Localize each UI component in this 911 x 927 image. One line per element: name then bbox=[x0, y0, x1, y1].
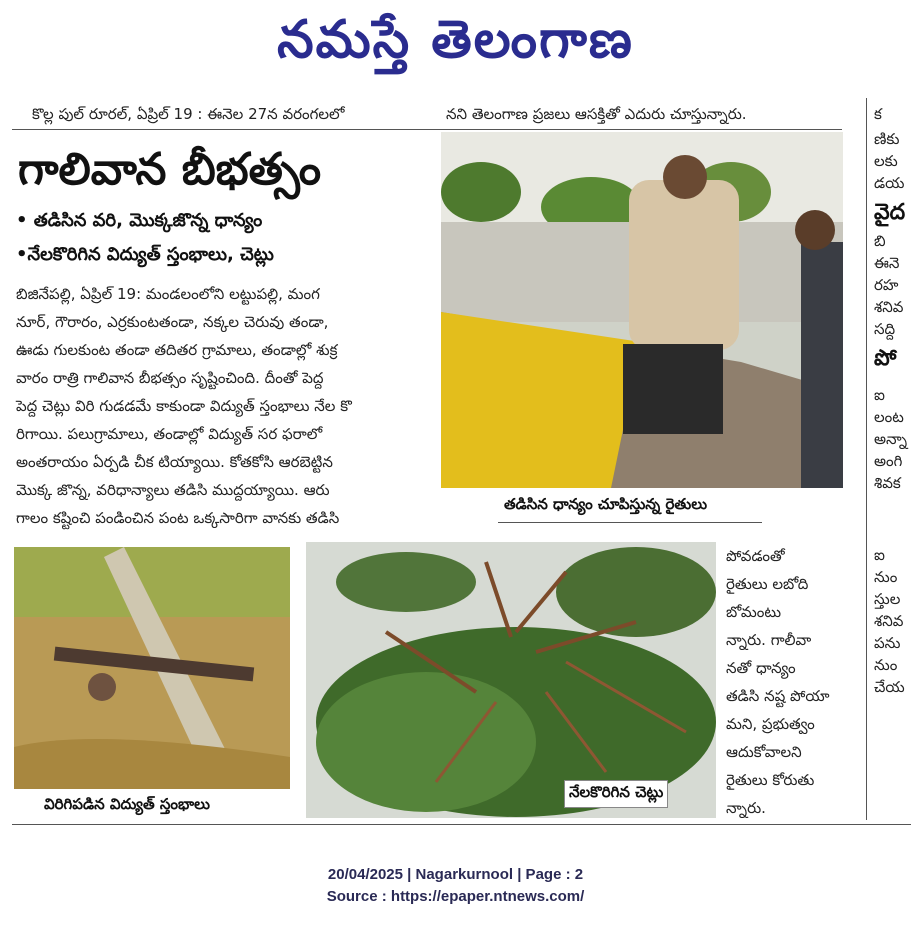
top-strip-right: నని తెలంగాణ ప్రజలు ఆసక్తితో ఎదురు చూస్తున్నారు. bbox=[446, 105, 747, 123]
right-line: శనివ bbox=[874, 612, 904, 630]
right-line: ణికు bbox=[874, 130, 900, 148]
farmers-photo-art bbox=[441, 132, 843, 488]
top-strip-left: కొల్ల పుల్ రూరల్, ఏప్రిల్ 19 : ఈనెల 27న వరంగలలో bbox=[32, 105, 345, 123]
side-line: రైతులు కోరుతు bbox=[726, 771, 815, 789]
right-line: ఐ bbox=[874, 546, 885, 564]
bullet-1: • తడిసిన వరి, మొక్కజొన్న ధాన్యం bbox=[16, 210, 263, 231]
side-line: ఆదుకోవాలని bbox=[726, 743, 802, 761]
right-line: డయ bbox=[874, 174, 905, 192]
side-line: రైతులు లబోది bbox=[726, 575, 809, 593]
right-line: క bbox=[874, 105, 882, 123]
body-line: బిజినేపల్లి, ఏప్రిల్ 19: మండలంలోని లట్టుపల్లి, మంగ bbox=[16, 285, 320, 303]
right-heading-1: వైద bbox=[874, 200, 906, 225]
farmers-photo bbox=[441, 132, 843, 488]
right-line: స్తుల bbox=[874, 590, 901, 608]
right-line: బి bbox=[874, 232, 886, 250]
side-line: నతో ధాన్యం bbox=[726, 659, 796, 677]
body-line: గాలం కష్టించి పండించిన పంట ఒక్కసారిగా వానకు తడిసి bbox=[16, 509, 340, 527]
right-line: నుం bbox=[874, 656, 898, 674]
side-line: పోవడంతో bbox=[726, 547, 785, 565]
side-line: న్నారు. గాలీవా bbox=[726, 631, 812, 649]
bottom-rule bbox=[12, 824, 911, 825]
footer-date-line: 20/04/2025 | Nagarkurnool | Page : 2 bbox=[327, 866, 584, 883]
side-line: తడిసి నష్ట పోయా bbox=[726, 687, 830, 705]
right-line: అంగి bbox=[874, 452, 903, 470]
side-line: న్నారు. bbox=[726, 799, 766, 817]
footer-source-line[interactable]: Source : https://epaper.ntnews.com/ bbox=[326, 888, 585, 905]
right-line: శివక bbox=[874, 474, 901, 492]
body-line: ఊడు గులకుంట తండా తదితర గ్రామాలు, తండాల్లో శుక్ర bbox=[16, 341, 338, 359]
body-line: అంతరాయం ఏర్పడి చీక టియ్యాయి. కోతకోసి ఆరబెట్టిన bbox=[16, 453, 333, 471]
article-body bbox=[16, 280, 428, 532]
right-column bbox=[874, 100, 911, 698]
right-line: లకు bbox=[874, 152, 898, 170]
side-line: మని, ప్రభుత్వం bbox=[726, 715, 815, 733]
body-line: వారం రాత్రి గాలివాన బీభత్సం సృష్టించింది. దీంతో పెద్ద bbox=[16, 369, 324, 387]
bullet-2: •నేలకొరిగిన విద్యుత్ స్తంభాలు, చెట్లు bbox=[16, 244, 274, 265]
right-line: నుం bbox=[874, 568, 898, 586]
right-line: రహ bbox=[874, 276, 899, 294]
side-text bbox=[726, 542, 846, 822]
right-line: శనివ bbox=[874, 298, 904, 316]
trees-photo-art bbox=[306, 542, 716, 818]
poles-caption: విరిగిపడిన విద్యుత్ స్తంభాలు bbox=[44, 795, 210, 817]
body-line: మొక్క జొన్న, వరిధాన్యాలు తడిసి ముద్దయ్యాయి. ఆరు bbox=[16, 481, 330, 499]
right-line: పను bbox=[874, 634, 901, 652]
masthead bbox=[0, 0, 911, 96]
trees-caption: నేలకొరిగిన చెట్లు bbox=[564, 780, 668, 808]
column-divider bbox=[866, 98, 867, 820]
farmers-caption: తడిసిన ధాన్యం చూపిస్తున్న రైతులు bbox=[504, 495, 707, 517]
side-line: బోమంటు bbox=[726, 603, 782, 621]
right-line: సద్ది bbox=[874, 320, 896, 338]
body-line: నూర్, గౌరారం, ఎర్రకుంటతండా, నక్కల చెరువు తండా, bbox=[16, 313, 329, 331]
right-line: అన్నా bbox=[874, 430, 908, 448]
right-line: లంట bbox=[874, 408, 904, 426]
farmers-caption-rule bbox=[498, 522, 762, 523]
top-rule bbox=[12, 129, 842, 130]
right-line: ఈనె bbox=[874, 254, 900, 272]
body-line: రిగాయి. పలుగ్రామాలు, తండాల్లో విద్యుత్ సర ఫరాలో bbox=[16, 425, 323, 443]
headline: గాలివాన బీభత్సం bbox=[18, 144, 322, 195]
right-line: ఐ bbox=[874, 386, 885, 404]
trees-photo bbox=[306, 542, 716, 818]
right-line: చేయ bbox=[874, 678, 905, 696]
poles-photo bbox=[14, 547, 290, 789]
poles-photo-art bbox=[14, 547, 290, 789]
body-line: పెద్ద చెట్లు విరి గుడడమే కాకుండా విద్యుత్ స్తంభాలు నేల కొ bbox=[16, 397, 352, 415]
right-heading-2: పో bbox=[874, 346, 897, 371]
masthead-title: నమస్తే తెలంగాణ bbox=[277, 10, 634, 70]
